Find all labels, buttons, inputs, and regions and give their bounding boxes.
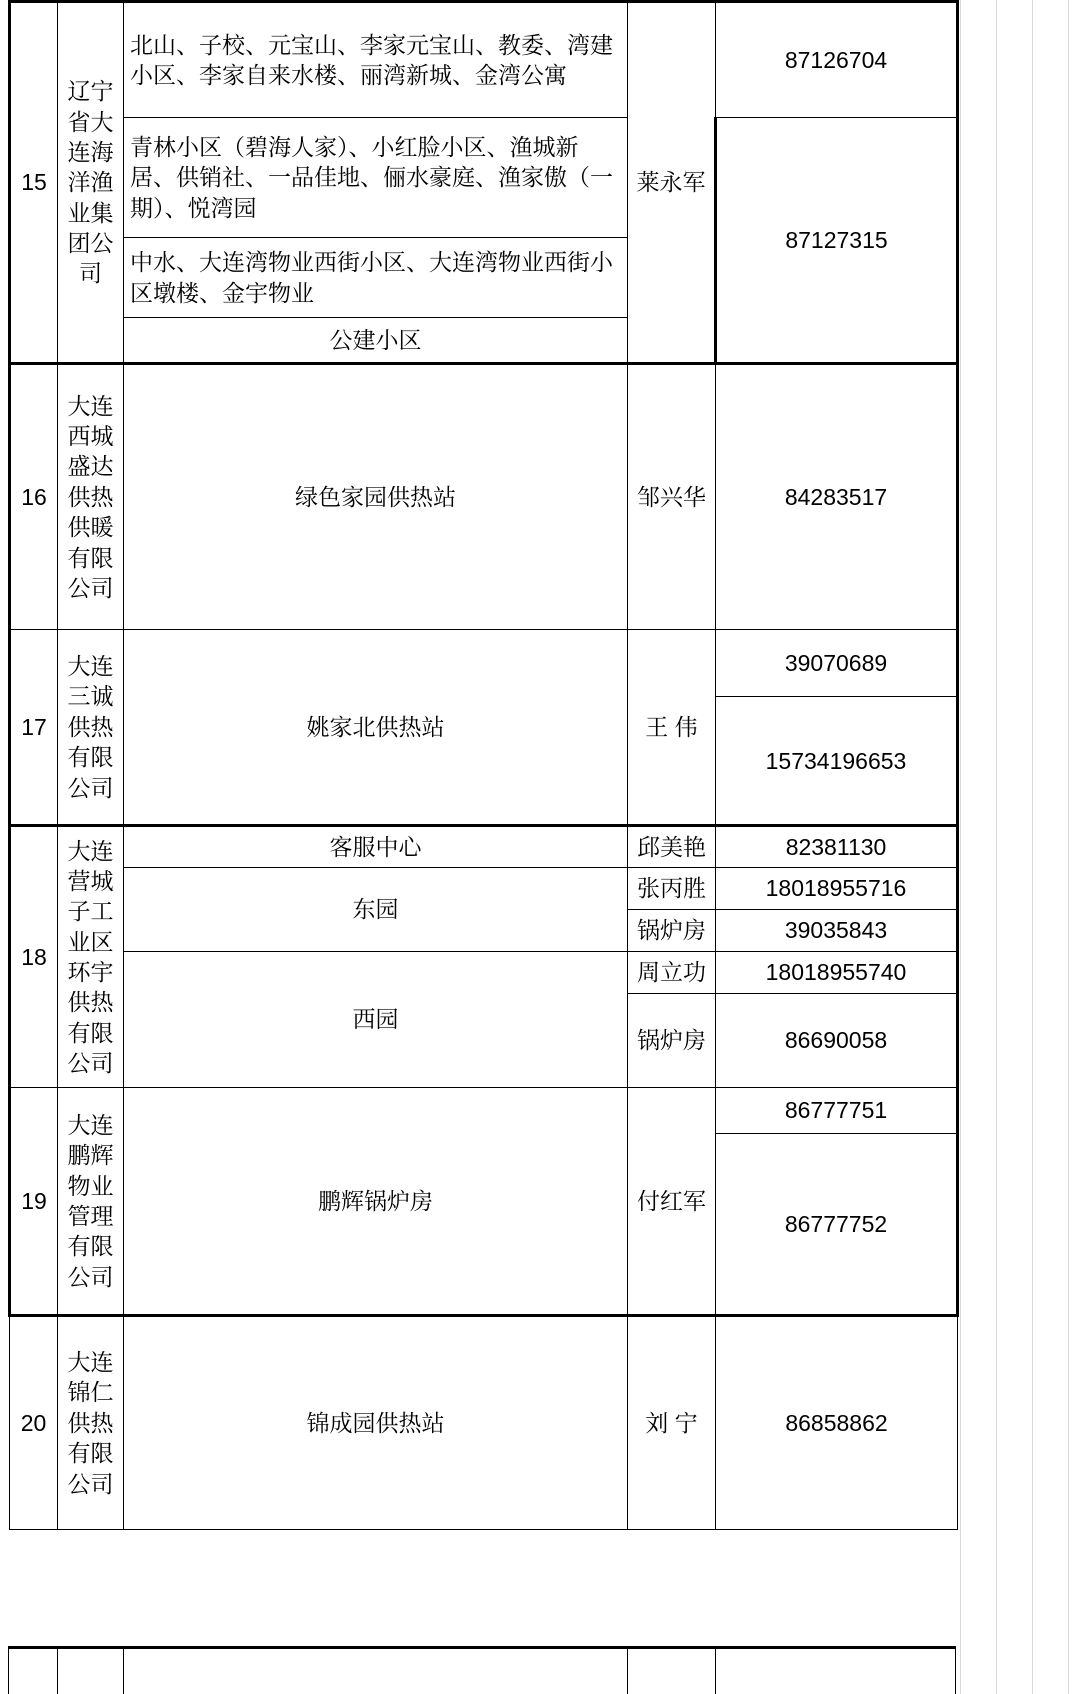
contact-phone: 39070689 [716, 630, 958, 697]
contact-phone: 86777752 [716, 1134, 958, 1316]
service-area: 西园 [124, 952, 628, 1088]
contact-person: 邱美艳 [628, 826, 716, 868]
service-area: 北山、子校、元宝山、李家元宝山、教委、湾建小区、李家自来水楼、丽湾新城、金湾公寓 [124, 2, 628, 118]
table-row [10, 630, 958, 697]
spreadsheet-empty-columns [956, 0, 1080, 1694]
company-name: 辽宁省大连海洋渔业集团公司 [58, 2, 124, 364]
service-area: 锦成园供热站 [124, 1316, 628, 1530]
row-index: 17 [10, 630, 58, 826]
service-area: 中水、大连湾物业西街小区、大连湾物业西街小区墩楼、金宇物业 [124, 238, 628, 318]
contact-person: 锅炉房 [628, 910, 716, 952]
contact-person: 张丙胜 [628, 868, 716, 910]
table-row [10, 826, 958, 868]
table-row [10, 952, 958, 994]
table-row [10, 118, 958, 238]
company-name: 大连营城子工业区环宇供热有限公司 [58, 826, 124, 1088]
company-name: 大连三诚供热有限公司 [58, 630, 124, 826]
service-area: 绿色家园供热站 [124, 364, 628, 630]
service-area: 东园 [124, 868, 628, 952]
contact-phone: 87127315 [716, 118, 958, 364]
contact-phone: 15734196653 [716, 697, 958, 826]
company-name: 大连锦仁供热有限公司 [58, 1316, 124, 1530]
service-area: 青林小区（碧海人家）、小红脸小区、渔城新居、供销社、一品佳地、俪水豪庭、渔家傲（一期）、悦湾园 [124, 118, 628, 238]
row-index: 16 [10, 364, 58, 630]
row-index: 20 [10, 1316, 58, 1530]
service-area: 姚家北供热站 [124, 630, 628, 826]
contact-phone: 84283517 [716, 364, 958, 630]
company-name: 大连西城盛达供热供暖有限公司 [58, 364, 124, 630]
contact-person: 邹兴华 [628, 364, 716, 630]
contact-phone: 86690058 [716, 994, 958, 1088]
contact-person: 锅炉房 [628, 994, 716, 1088]
table-row [10, 868, 958, 910]
heating-companies-table [8, 0, 959, 1530]
table-next-row-partial [8, 1646, 956, 1694]
row-index: 15 [10, 2, 58, 364]
contact-phone: 18018955740 [716, 952, 958, 994]
table-row [10, 2, 958, 118]
contact-phone: 39035843 [716, 910, 958, 952]
contact-phone: 87126704 [716, 2, 958, 118]
row-index: 19 [10, 1088, 58, 1316]
table-row [10, 1088, 958, 1134]
contact-person: 刘 宁 [628, 1316, 716, 1530]
contact-phone: 86858862 [716, 1316, 958, 1530]
contact-person: 王 伟 [628, 630, 716, 826]
service-area: 客服中心 [124, 826, 628, 868]
contact-person: 付红军 [628, 1088, 716, 1316]
contact-person: 周立功 [628, 952, 716, 994]
table-row [10, 364, 958, 630]
service-area: 鹏辉锅炉房 [124, 1088, 628, 1316]
contact-person: 莱永军 [628, 2, 716, 364]
contact-phone: 82381130 [716, 826, 958, 868]
contact-phone: 86777751 [716, 1088, 958, 1134]
row-index: 18 [10, 826, 58, 1088]
company-name: 大连鹏辉物业管理有限公司 [58, 1088, 124, 1316]
table-row [10, 1316, 958, 1530]
service-area: 公建小区 [124, 318, 628, 364]
contact-phone: 18018955716 [716, 868, 958, 910]
